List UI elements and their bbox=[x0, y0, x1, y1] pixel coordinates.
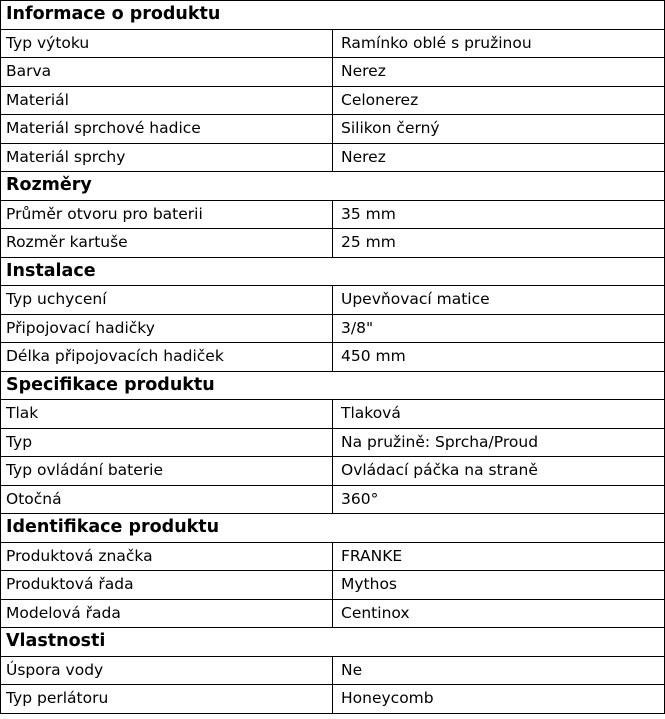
section-title-instalace: Instalace bbox=[1, 257, 665, 286]
spec-row bbox=[1, 343, 665, 372]
spec-label: Typ ovládání baterie bbox=[1, 457, 333, 486]
spec-value: 3/8" bbox=[333, 314, 665, 343]
spec-row bbox=[1, 457, 665, 486]
spec-table-body bbox=[1, 1, 665, 714]
section-header-row bbox=[1, 257, 665, 286]
spec-value: Centinox bbox=[333, 599, 665, 628]
section-header-row bbox=[1, 514, 665, 543]
spec-row bbox=[1, 571, 665, 600]
spec-row bbox=[1, 58, 665, 87]
section-title-rozmery: Rozměry bbox=[1, 172, 665, 201]
spec-label: Typ bbox=[1, 428, 333, 457]
spec-label: Materiál bbox=[1, 86, 333, 115]
spec-label: Typ výtoku bbox=[1, 29, 333, 58]
section-title-vlastnosti: Vlastnosti bbox=[1, 628, 665, 657]
spec-value: Mythos bbox=[333, 571, 665, 600]
spec-label: Barva bbox=[1, 58, 333, 87]
spec-label: Rozměr kartuše bbox=[1, 229, 333, 258]
section-header-row bbox=[1, 1, 665, 30]
spec-row bbox=[1, 685, 665, 714]
spec-row bbox=[1, 200, 665, 229]
spec-value: Celonerez bbox=[333, 86, 665, 115]
spec-value: Tlaková bbox=[333, 400, 665, 429]
spec-row bbox=[1, 115, 665, 144]
spec-value: Silikon černý bbox=[333, 115, 665, 144]
spec-value: Nerez bbox=[333, 143, 665, 172]
section-header-row bbox=[1, 371, 665, 400]
spec-value: Ne bbox=[333, 656, 665, 685]
spec-row bbox=[1, 428, 665, 457]
spec-value: Honeycomb bbox=[333, 685, 665, 714]
spec-label: Délka připojovacích hadiček bbox=[1, 343, 333, 372]
spec-label: Produktová značka bbox=[1, 542, 333, 571]
spec-row bbox=[1, 400, 665, 429]
spec-label: Materiál sprchy bbox=[1, 143, 333, 172]
spec-row bbox=[1, 656, 665, 685]
spec-row bbox=[1, 314, 665, 343]
spec-label: Materiál sprchové hadice bbox=[1, 115, 333, 144]
spec-label: Tlak bbox=[1, 400, 333, 429]
spec-row bbox=[1, 86, 665, 115]
section-header-row bbox=[1, 628, 665, 657]
spec-label: Úspora vody bbox=[1, 656, 333, 685]
spec-row bbox=[1, 485, 665, 514]
spec-value: Ramínko oblé s pružinou bbox=[333, 29, 665, 58]
spec-value: 25 mm bbox=[333, 229, 665, 258]
spec-value: Upevňovací matice bbox=[333, 286, 665, 315]
spec-value: 450 mm bbox=[333, 343, 665, 372]
spec-row bbox=[1, 29, 665, 58]
spec-row bbox=[1, 143, 665, 172]
spec-label: Připojovací hadičky bbox=[1, 314, 333, 343]
spec-row bbox=[1, 286, 665, 315]
spec-value: Nerez bbox=[333, 58, 665, 87]
spec-label: Typ perlátoru bbox=[1, 685, 333, 714]
spec-row bbox=[1, 542, 665, 571]
spec-value: Na pružině: Sprcha/Proud bbox=[333, 428, 665, 457]
spec-label: Otočná bbox=[1, 485, 333, 514]
spec-value: FRANKE bbox=[333, 542, 665, 571]
spec-row bbox=[1, 229, 665, 258]
spec-label: Produktová řada bbox=[1, 571, 333, 600]
spec-value: 360° bbox=[333, 485, 665, 514]
spec-label: Modelová řada bbox=[1, 599, 333, 628]
spec-value: Ovládací páčka na straně bbox=[333, 457, 665, 486]
section-title-specifikace-produktu: Specifikace produktu bbox=[1, 371, 665, 400]
section-title-identifikace-produktu: Identifikace produktu bbox=[1, 514, 665, 543]
spec-value: 35 mm bbox=[333, 200, 665, 229]
spec-row bbox=[1, 599, 665, 628]
spec-label: Typ uchycení bbox=[1, 286, 333, 315]
section-title-informace-o-produktu: Informace o produktu bbox=[1, 1, 665, 30]
section-header-row bbox=[1, 172, 665, 201]
spec-label: Průměr otvoru pro baterii bbox=[1, 200, 333, 229]
